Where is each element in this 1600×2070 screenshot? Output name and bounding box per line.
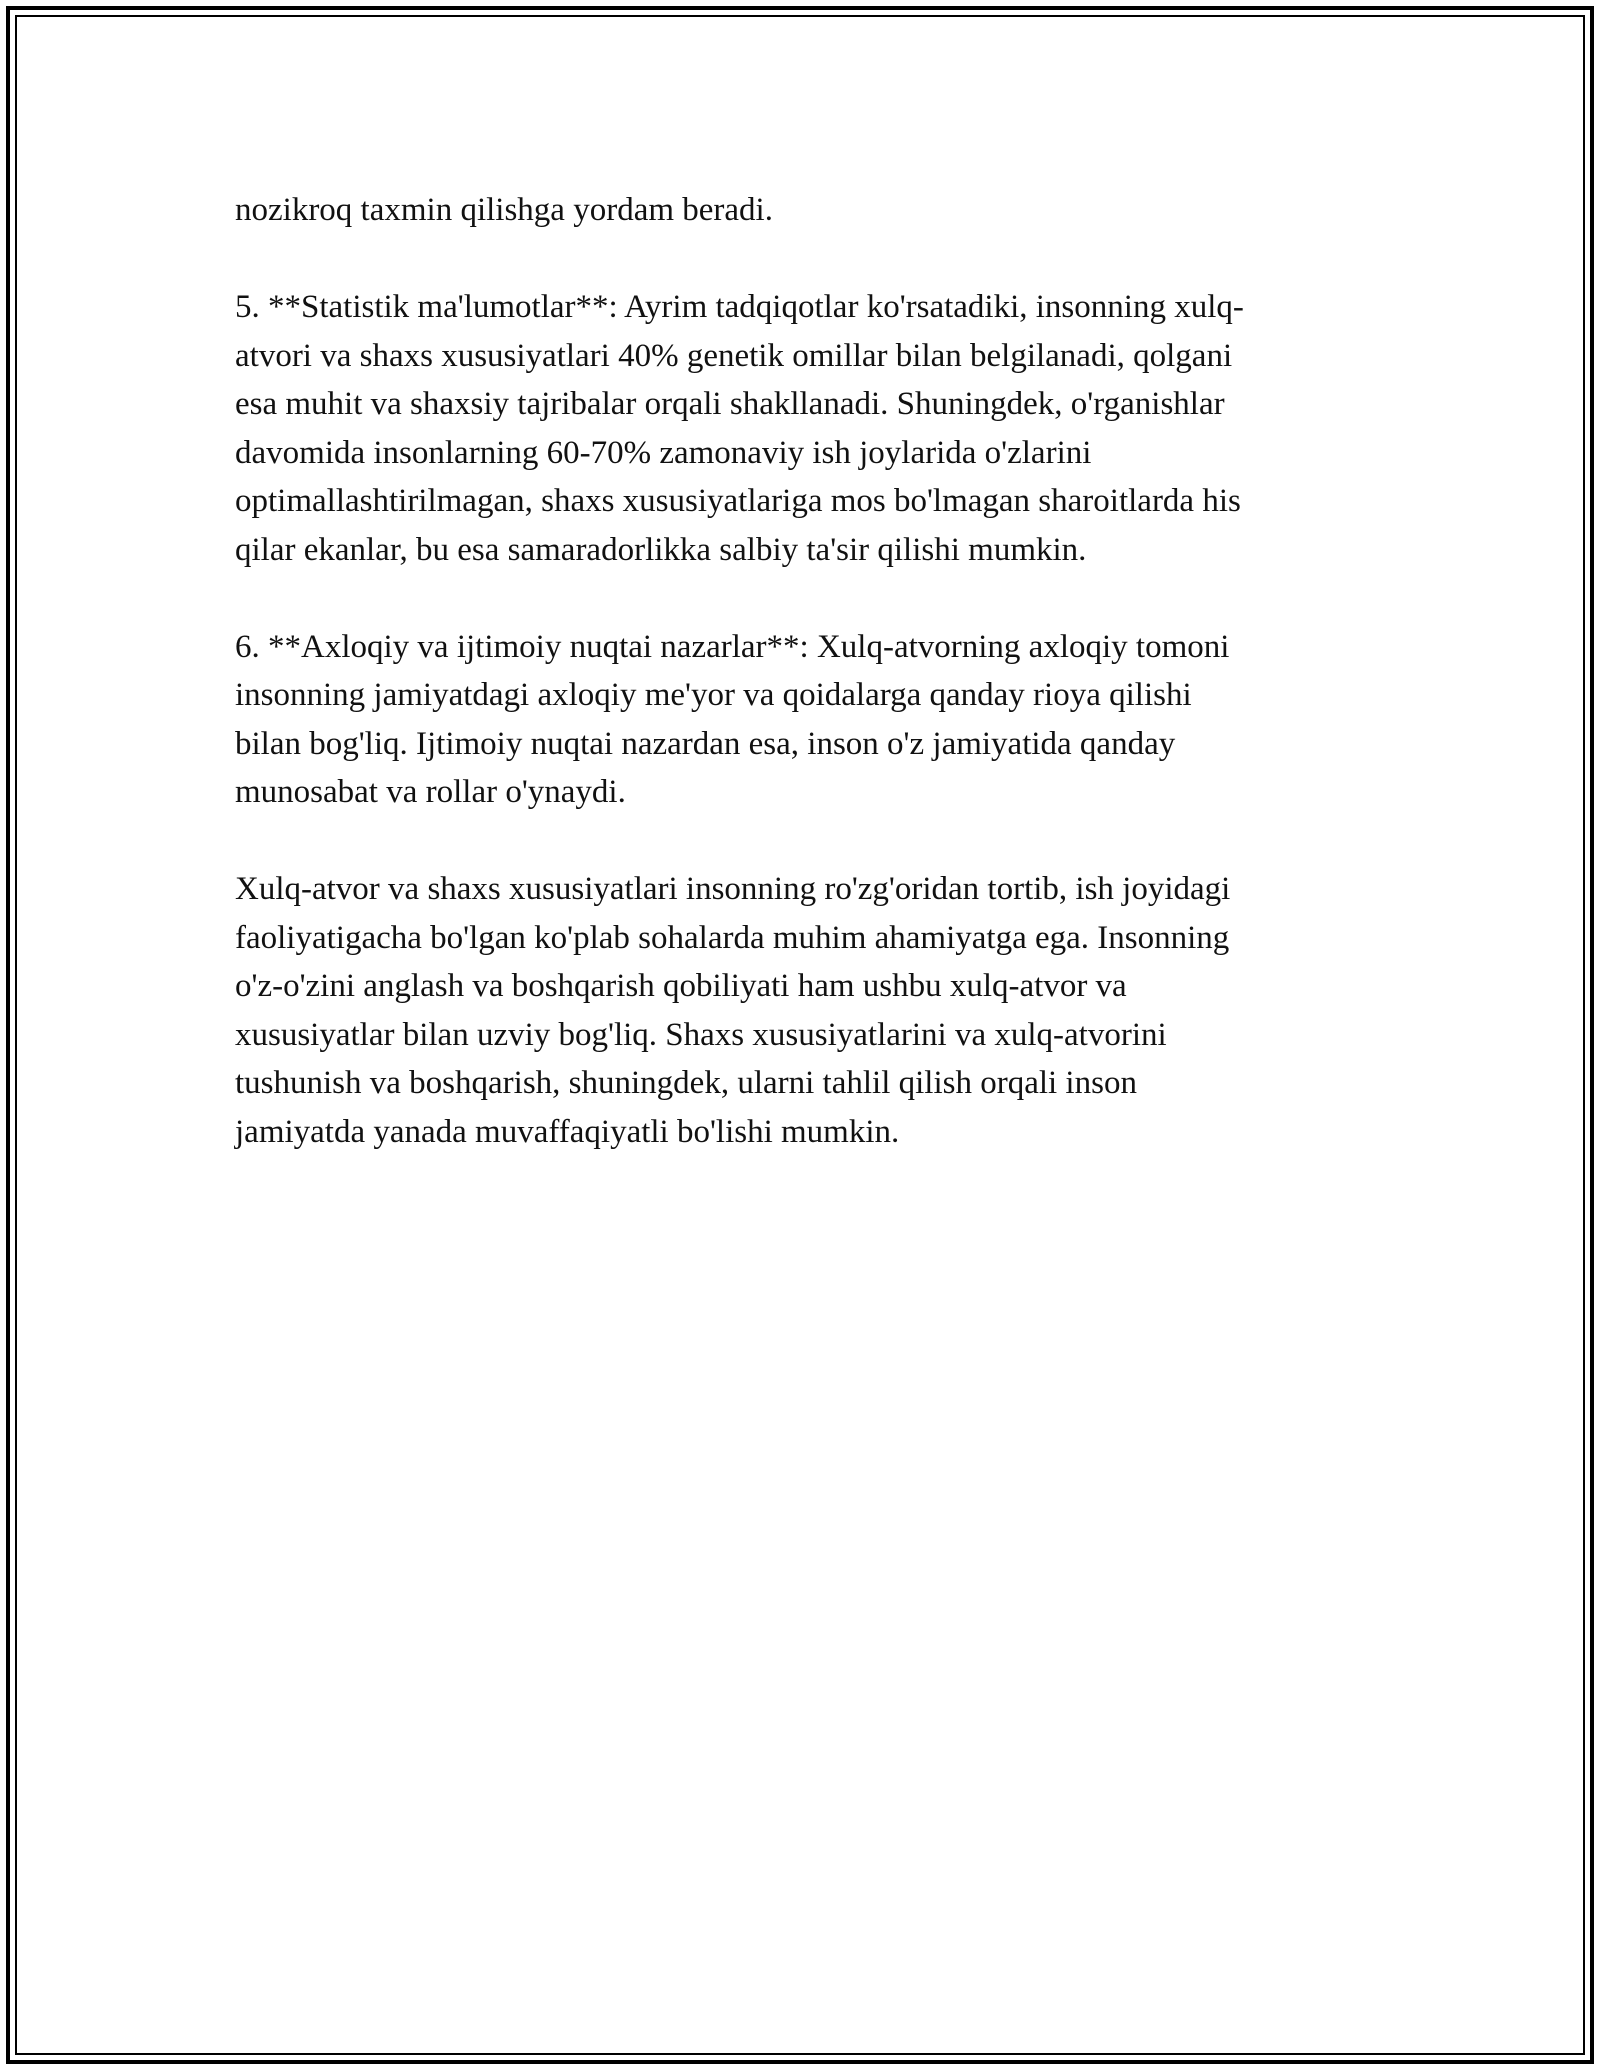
text-line: tushunish va boshqarish, shuningdek, ularni tahlil qilish orqali inson <box>235 1065 1137 1101</box>
text-line: 6. **Axloqiy va ijtimoiy nuqtai nazarlar**: Xulq-atvorning axloqiy tomoni <box>235 628 1230 665</box>
text-line: esa muhit va shaxsiy tajribalar orqali shakllanadi. Shuningdek, o'rganishlar <box>235 386 1225 422</box>
text-line: munosabat va rollar o'ynaydi. <box>235 774 626 810</box>
paragraph-conclusion <box>235 865 1375 1156</box>
text-line: nozikroq taxmin qilishga yordam beradi. <box>235 192 773 228</box>
paragraph-continuation <box>235 186 1375 235</box>
text-line: atvori va shaxs xususiyatlari 40% genetik omillar bilan belgilanadi, qolgani <box>235 337 1233 374</box>
text-line: Xulq-atvor va shaxs xususiyatlari insonning ro'zg'oridan tortib, ish joyidagi <box>235 871 1231 907</box>
text-line: jamiyatda yanada muvaffaqiyatli bo'lishi mumkin. <box>235 1113 900 1150</box>
text-line: 5. **Statistik ma'lumotlar**: Ayrim tadqiqotlar ko'rsatadiki, insonning xulq- <box>235 289 1244 325</box>
text-line: o'z-o'zini anglash va boshqarish qobiliyati ham ushbu xulq-atvor va <box>235 968 1127 1004</box>
document-body <box>235 186 1375 1205</box>
text-line: davomida insonlarning 60-70% zamonaviy ish joylarida o'zlarini <box>235 434 1092 471</box>
text-line: bilan bog'liq. Ijtimoiy nuqtai nazardan esa, inson o'z jamiyatida qanday <box>235 725 1176 762</box>
text-line: qilar ekanlar, bu esa samaradorlikka salbiy ta'sir qilishi mumkin. <box>235 531 1087 568</box>
text-line: insonning jamiyatdagi axloqiy me'yor va qoidalarga qanday rioya qilishi <box>235 677 1192 713</box>
paragraph-statistics <box>235 283 1375 574</box>
paragraph-ethics <box>235 623 1375 817</box>
text-line: optimallashtirilmagan, shaxs xususiyatlariga mos bo'lmagan sharoitlarda his <box>235 483 1241 519</box>
text-line: faoliyatigacha bo'lgan ko'plab sohalarda muhim ahamiyatga ega. Insonning <box>235 919 1230 956</box>
text-line: xususiyatlar bilan uzviy bog'liq. Shaxs xususiyatlarini va xulq-atvorini <box>235 1016 1167 1053</box>
